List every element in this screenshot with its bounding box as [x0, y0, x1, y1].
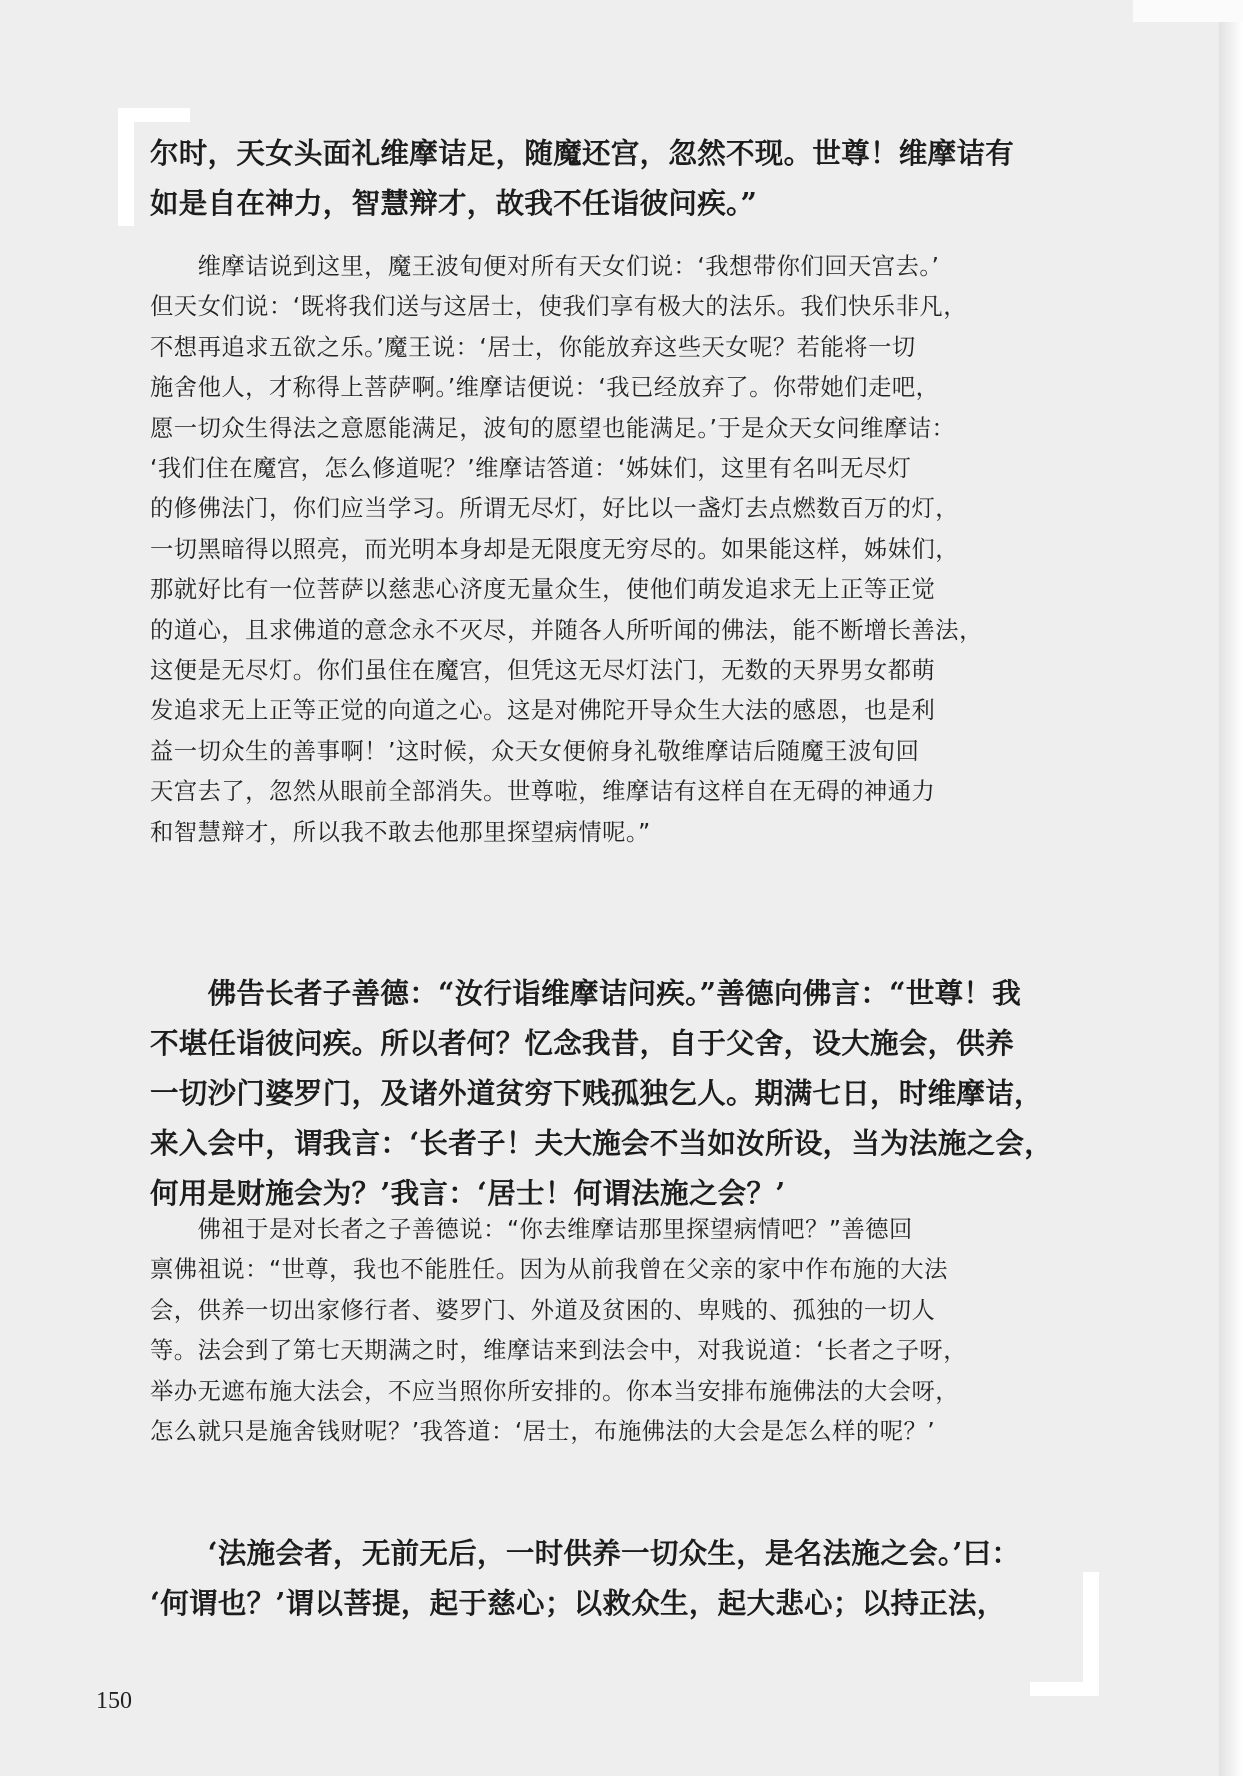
text-line: 一切黑暗得以照亮，而光明本身却是无限度无穷尽的。如果能这样，姊妹们，: [150, 535, 960, 563]
text-line: 等。法会到了第七天期满之时，维摩诘来到法会中，对我说道：‘长者之子呀，: [150, 1337, 967, 1365]
text-line: 施舍他人，才称得上菩萨啊。’维摩诘便说：‘我已经放弃了。你带她们走吧，: [150, 374, 940, 402]
text-line: 不堪任诣彼问疾。所以者何？忆念我昔，自于父舍，设大施会，供养: [150, 1026, 1015, 1060]
text-line: 天宫去了，忽然从眼前全部消失。世尊啦，维摩诘有这样自在无碍的神通力: [150, 778, 936, 806]
page-corner-highlight: [1133, 0, 1243, 22]
text-line: 如是自在神力，智慧辩才，故我不任诣彼问疾。”: [150, 186, 758, 220]
text-line: 佛祖于是对长者之子善德说：“你去维摩诘那里探望病情吧？”善德回: [150, 1216, 913, 1243]
sutra-original-block-1: [150, 128, 1100, 228]
text-line: 发追求无上正等正觉的向道之心。这是对佛陀开导众生大法的感恩，也是利: [150, 697, 936, 725]
bottom-right-bracket-horizontal: [1030, 1682, 1099, 1696]
text-line: 但天女们说：‘既将我们送与这居士，使我们享有极大的法乐。我们快乐非凡，: [150, 293, 967, 321]
text-line: 来入会中，谓我言：‘长者子！夫大施会不当如汝所设，当为法施之会，: [150, 1126, 1054, 1160]
text-line: 会，供养一切出家修行者、婆罗门、外道及贫困的、卑贱的、孤独的一切人: [150, 1296, 936, 1324]
sutra-original-block-2: [150, 968, 1100, 1218]
text-line: ‘法施会者，无前无后，一时供养一切众生，是名法施之会。’曰：: [150, 1536, 1021, 1570]
page-number: 150: [96, 1688, 132, 1714]
text-line: 不想再追求五欲之乐。’魔王说：‘居士，你能放弃这些天女呢？若能将一切: [150, 333, 916, 361]
sutra-original-block-3: [150, 1528, 1100, 1628]
text-line: 怎么就只是施舍钱财呢？’我答道：‘居士，布施佛法的大会是怎么样的呢？’: [150, 1418, 936, 1446]
text-line: 维摩诘说到这里，魔王波旬便对所有天女们说：‘我想带你们回天宫去。’: [150, 253, 940, 280]
translation-block-2: [150, 1210, 1100, 1452]
page-edge-shadow: [1219, 0, 1243, 1776]
text-line: ‘我们住在魔宫，怎么修道呢？’维摩诘答道：‘姊妹们，这里有名叫无尽灯: [150, 455, 912, 483]
text-line: 禀佛祖说：“世尊，我也不能胜任。因为从前我曾在父亲的家中作布施的大法: [150, 1256, 948, 1284]
text-line: 举办无遮布施大法会，不应当照你所安排的。你本当安排布施佛法的大会呀，: [150, 1377, 960, 1405]
text-line: 一切沙门婆罗门，及诸外道贫穷下贱孤独乞人。期满七日，时维摩诘，: [150, 1076, 1043, 1110]
text-line: 那就好比有一位菩萨以慈悲心济度无量众生，使他们萌发追求无上正等正觉: [150, 576, 936, 604]
text-line: 尔时，天女头面礼维摩诘足，随魔还宫，忽然不现。世尊！维摩诘有: [150, 136, 1015, 170]
text-line: 的道心，且求佛道的意念永不灭尽，并随各人所听闻的佛法，能不断增长善法，: [150, 616, 983, 644]
text-line: 愿一切众生得法之意愿能满足，波旬的愿望也能满足。’于是众天女问维摩诘：: [150, 414, 956, 442]
text-line: 益一切众生的善事啊！’这时候，众天女便俯身礼敬维摩诘后随魔王波旬回: [150, 737, 920, 765]
text-line: 佛告长者子善德：“汝行诣维摩诘问疾。”善德向佛言：“世尊！我: [150, 976, 1022, 1010]
text-line: 何用是财施会为？’我言：‘居士！何谓法施之会？’: [150, 1176, 786, 1210]
text-line: ‘何谓也？’谓以菩提，起于慈心；以救众生，起大悲心；以持正法，: [150, 1586, 1006, 1620]
text-line: 和智慧辩才，所以我不敢去他那里探望病情呢。”: [150, 818, 651, 846]
top-left-bracket-vertical: [118, 108, 134, 226]
text-line: 的修佛法门，你们应当学习。所谓无尽灯，好比以一盏灯去点燃数百万的灯，: [150, 495, 960, 523]
top-left-bracket-horizontal: [118, 108, 190, 122]
translation-block-1: [150, 247, 1100, 853]
text-line: 这便是无尽灯。你们虽住在魔宫，但凭这无尽灯法门，无数的天界男女都萌: [150, 657, 936, 685]
